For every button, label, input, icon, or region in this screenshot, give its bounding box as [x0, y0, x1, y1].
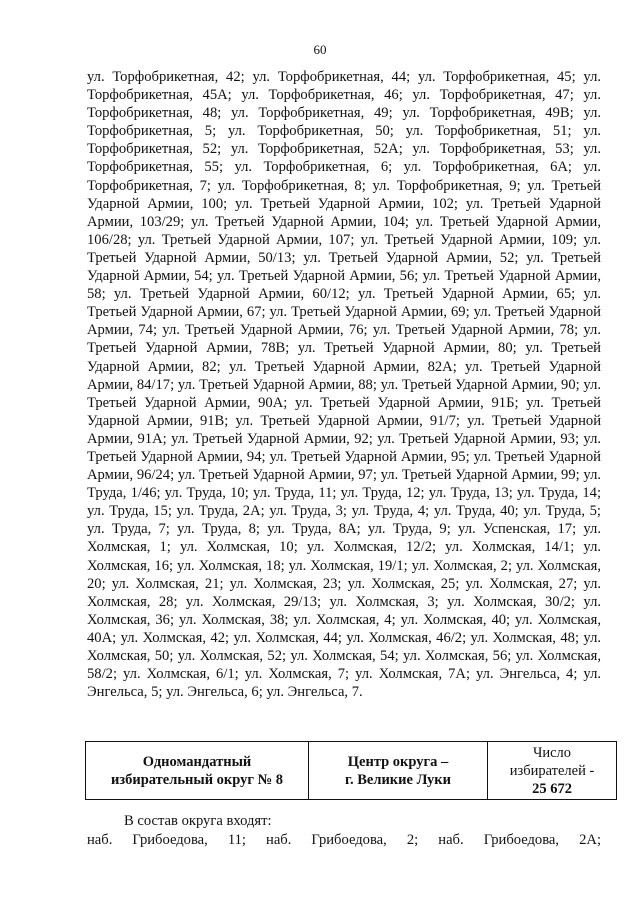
- district-info-table: [85, 741, 617, 800]
- voters-count-cell: [488, 742, 617, 800]
- composition-streets-paragraph: наб. Грибоедова, 11; наб. Грибоедова, 2; наб. Грибоедова, 2А;: [87, 832, 601, 848]
- page-number: 60: [313, 42, 327, 57]
- composition-label: В состав округа входят:: [124, 813, 272, 829]
- district-name-line-1: Одномандатный: [142, 753, 252, 770]
- district-center-cell: [309, 742, 488, 800]
- streets-list-paragraph: ул. Торфобрикетная, 42; ул. Торфобрикетная, 44; ул. Торфобрикетная, 45; ул. Торфобрикетная, 45А; ул. Торфобрикетная, 46; ул. Торфобрикетная, 47; ул. Торфобрикетная, 48; ул. Торфобрикетная, 49; ул. Торфобрикетная, 49В; ул. Торфобрикетная, 5; ул. Торфобрикетная, 50; ул. Торфобрикетная, 51; ул. Торфобрикетная, 52; ул. Торфобрикетная, 52А; ул. Торфобрикетная, 53; ул. Торфобрикетная, 55; ул. Торфобрикетная, 6; ул. Торфобрикетная, 6А; ул. Торфобрикетная, 7; ул. Торфобрикетная, 8; ул. Торфобрикетная, 9; ул. Третьей Ударной Армии, 100; ул. Третьей Ударной Армии, 102; ул. Третьей Ударной Армии, 103/29; ул. Третьей Ударной Армии, 104; ул. Третьей Ударной Армии, 106/28; ул. Третьей Ударной Армии, 107; ул. Третьей Ударной Армии, 109; ул. Третьей Ударной Армии, 50/13; ул. Третьей Ударной Армии, 52; ул. Третьей Ударной Армии, 54; ул. Третьей Ударной Армии, 56; ул. Третьей Ударной Армии, 58; ул. Третьей Ударной Армии, 60/12; ул. Третьей Ударной Армии, 65; ул. Третьей Ударной Армии, 67; ул. Третьей Ударной Армии, 69; ул. Третьей Ударной Армии, 74; ул. Третьей Ударной Армии, 76; ул. Третьей Ударной Армии, 78; ул. Третьей Ударной Армии, 78В; ул. Третьей Ударной Армии, 80; ул. Третьей Ударной Армии, 82; ул. Третьей Ударной Армии, 82А; ул. Третьей Ударной Армии, 84/17; ул. Третьей Ударной Армии, 88; ул. Третьей Ударной Армии, 90; ул. Третьей Ударной Армии, 90А; ул. Третьей Ударной Армии, 91Б; ул. Третьей Ударной Армии, 91В; ул. Третьей Ударной Армии, 91/7; ул. Третьей Ударной Армии, 91А; ул. Третьей Ударной Армии, 92; ул. Третьей Ударной Армии, 93; ул. Третьей Ударной Армии, 94; ул. Третьей Ударной Армии, 95; ул. Третьей Ударной Армии, 96/24; ул. Третьей Ударной Армии, 97; ул. Третьей Ударной Армии, 99; ул. Труда, 1/46; ул. Труда, 10; ул. Труда, 11; ул. Труда, 12; ул. Труда, 13; ул. Труда, 14; ул. Труда, 15; ул. Труда, 2А; ул. Труда, 3; ул. Труда, 4; ул. Труда, 40; ул. Труда, 5; ул. Труда, 7; ул. Труда, 8; ул. Труда, 8А; ул. Труда, 9; ул. Успенская, 17; ул. Холмская, 1; ул. Холмская, 10; ул. Холмская, 12/2; ул. Холмская, 14/1; ул. Холмская, 16; ул. Холмская, 18; ул. Холмская, 19/1; ул. Холмская, 2; ул. Холмская, 20; ул. Холмская, 21; ул. Холмская, 23; ул. Холмская, 25; ул. Холмская, 27; ул. Холмская, 28; ул. Холмская, 29/13; ул. Холмская, 3; ул. Холмская, 30/2; ул. Холмская, 36; ул. Холмская, 38; ул. Холмская, 4; ул. Холмская, 40; ул. Холмская, 40А; ул. Холмская, 42; ул. Холмская, 44; ул. Холмская, 46/2; ул. Холмская, 48; ул. Холмская, 50; ул. Холмская, 52; ул. Холмская, 54; ул. Холмская, 56; ул. Холмская, 58/2; ул. Холмская, 6/1; ул. Холмская, 7; ул. Холмская, 7А; ул. Энгельса, 4; ул. Энгельса, 5; ул. Энгельса, 6; ул. Энгельса, 7.: [87, 69, 601, 701]
- voters-label-line-2: избирателей -: [509, 762, 595, 779]
- voters-count-value: 25 672: [532, 780, 572, 797]
- district-center-line-1: Центр округа –: [347, 753, 449, 770]
- district-name-line-2: избирательный округ № 8: [110, 771, 284, 788]
- district-center-line-2: г. Великие Луки: [345, 771, 451, 788]
- district-name-cell: [86, 742, 309, 800]
- district-info-row: [86, 742, 617, 800]
- voters-label-line-1: Число: [532, 744, 572, 761]
